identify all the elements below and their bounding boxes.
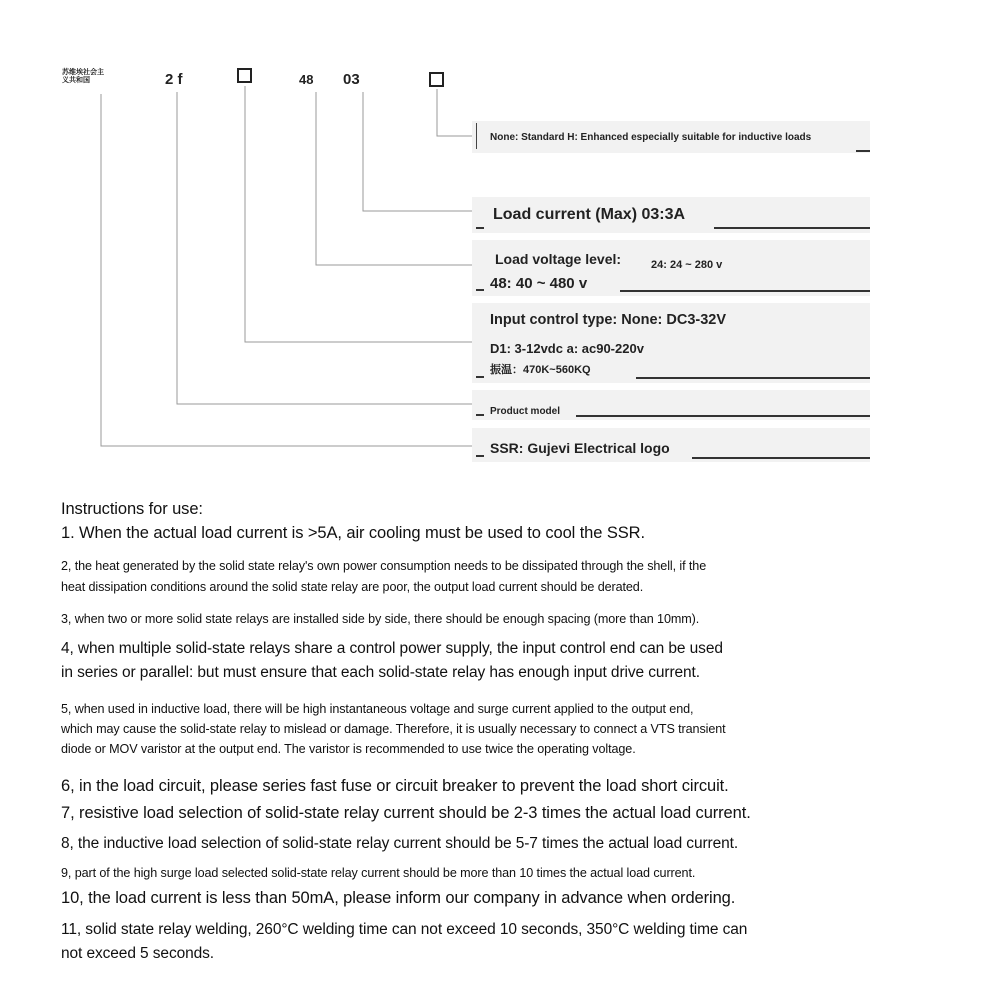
underline-suffix <box>856 150 870 152</box>
tick-input-type <box>476 376 484 378</box>
connector-voltage <box>316 92 474 265</box>
brand-line-2: 义共和国 <box>62 77 90 84</box>
code-segment-48: 48 <box>299 72 314 87</box>
label-input-d1: D1: 3-12vdc a: ac90-220v <box>490 341 644 356</box>
instruction-2-line-2: heat dissipation conditions around the solid state relay are poor, the output load current should be derated. <box>61 580 644 594</box>
instruction-6: 6, in the load circuit, please series fast fuse or circuit breaker to prevent the load short circuit. <box>61 777 729 795</box>
underline-input-type <box>636 377 870 379</box>
connector-brand <box>101 94 474 446</box>
tick-load-current <box>476 227 484 229</box>
label-voltage-24: 24: 24 ~ 280 v <box>651 259 723 271</box>
tick-ssr-logo <box>476 455 484 457</box>
tick-voltage <box>476 289 484 291</box>
label-voltage-48: 48: 40 ~ 480 v <box>490 275 588 292</box>
instruction-11-line-1: 11, solid state relay welding, 260°C welding time can not exceed 10 seconds, 350°C welding time can <box>61 921 748 938</box>
brand-line-1: 苏维埃社会主 <box>62 69 104 76</box>
instruction-5-line-3: diode or MOV varistor at the output end. The varistor is recommended to use twice the operating voltage. <box>61 742 636 756</box>
underline-ssr-logo <box>692 457 870 459</box>
connector-suffix <box>437 89 474 136</box>
bracket-suffix <box>476 123 477 149</box>
label-load-current: Load current (Max) 03:3A <box>493 206 686 223</box>
instruction-3: 3, when two or more solid state relays are installed side by side, there should be enough spacing (more than 10mm). <box>61 612 700 626</box>
instruction-9: 9, part of the high surge load selected solid-state relay current should be more than 10 times the actual load current. <box>61 866 696 880</box>
label-voltage-title: Load voltage level: <box>495 251 622 267</box>
instruction-5-line-2: which may cause the solid-state relay to mislead or damage. Therefore, it is usually necessary to connect a VTS transient <box>61 722 726 736</box>
instruction-1: 1. When the actual load current is >5A, air cooling must be used to cool the SSR. <box>61 524 645 542</box>
label-input-temp: 振温：470K~560KQ <box>490 364 591 376</box>
instruction-8: 8, the inductive load selection of solid-state relay current should be 5-7 times the actual load current. <box>61 835 739 852</box>
underline-load-current <box>714 227 870 229</box>
connector-load-current <box>363 92 474 211</box>
connector-input-type <box>245 86 474 342</box>
instruction-7: 7, resistive load selection of solid-state relay current should be 2-3 times the actual load current. <box>61 804 751 822</box>
label-input-type: Input control type: None: DC3-32V <box>490 312 727 328</box>
instruction-4-line-2: in series or parallel: but must ensure that each solid-state relay has enough input drive current. <box>61 664 700 681</box>
instructions-title: Instructions for use: <box>61 500 203 518</box>
label-ssr-logo: SSR: Gujevi Electrical logo <box>490 440 670 456</box>
code-segment-03: 03 <box>343 71 360 88</box>
underline-product-model <box>576 415 870 417</box>
code-segment-2f: 2 f <box>165 71 183 88</box>
connector-product-model <box>177 92 474 404</box>
instruction-11-line-2: not exceed 5 seconds. <box>61 945 215 962</box>
instruction-5-line-1: 5, when used in inductive load, there will be high instantaneous voltage and surge current applied to the output end, <box>61 702 694 716</box>
instruction-10: 10, the load current is less than 50mA, please inform our company in advance when ordering. <box>61 889 736 907</box>
instruction-2-line-1: 2, the heat generated by the solid state relay's own power consumption needs to be dissipated through the shell, if the <box>61 559 707 573</box>
tick-product-model <box>476 414 484 416</box>
underline-voltage <box>620 290 870 292</box>
label-suffix: None: Standard H: Enhanced especially suitable for inductive loads <box>490 132 812 143</box>
label-product-model: Product model <box>490 406 561 417</box>
instruction-4-line-1: 4, when multiple solid-state relays share a control power supply, the input control end can be used <box>61 640 723 657</box>
